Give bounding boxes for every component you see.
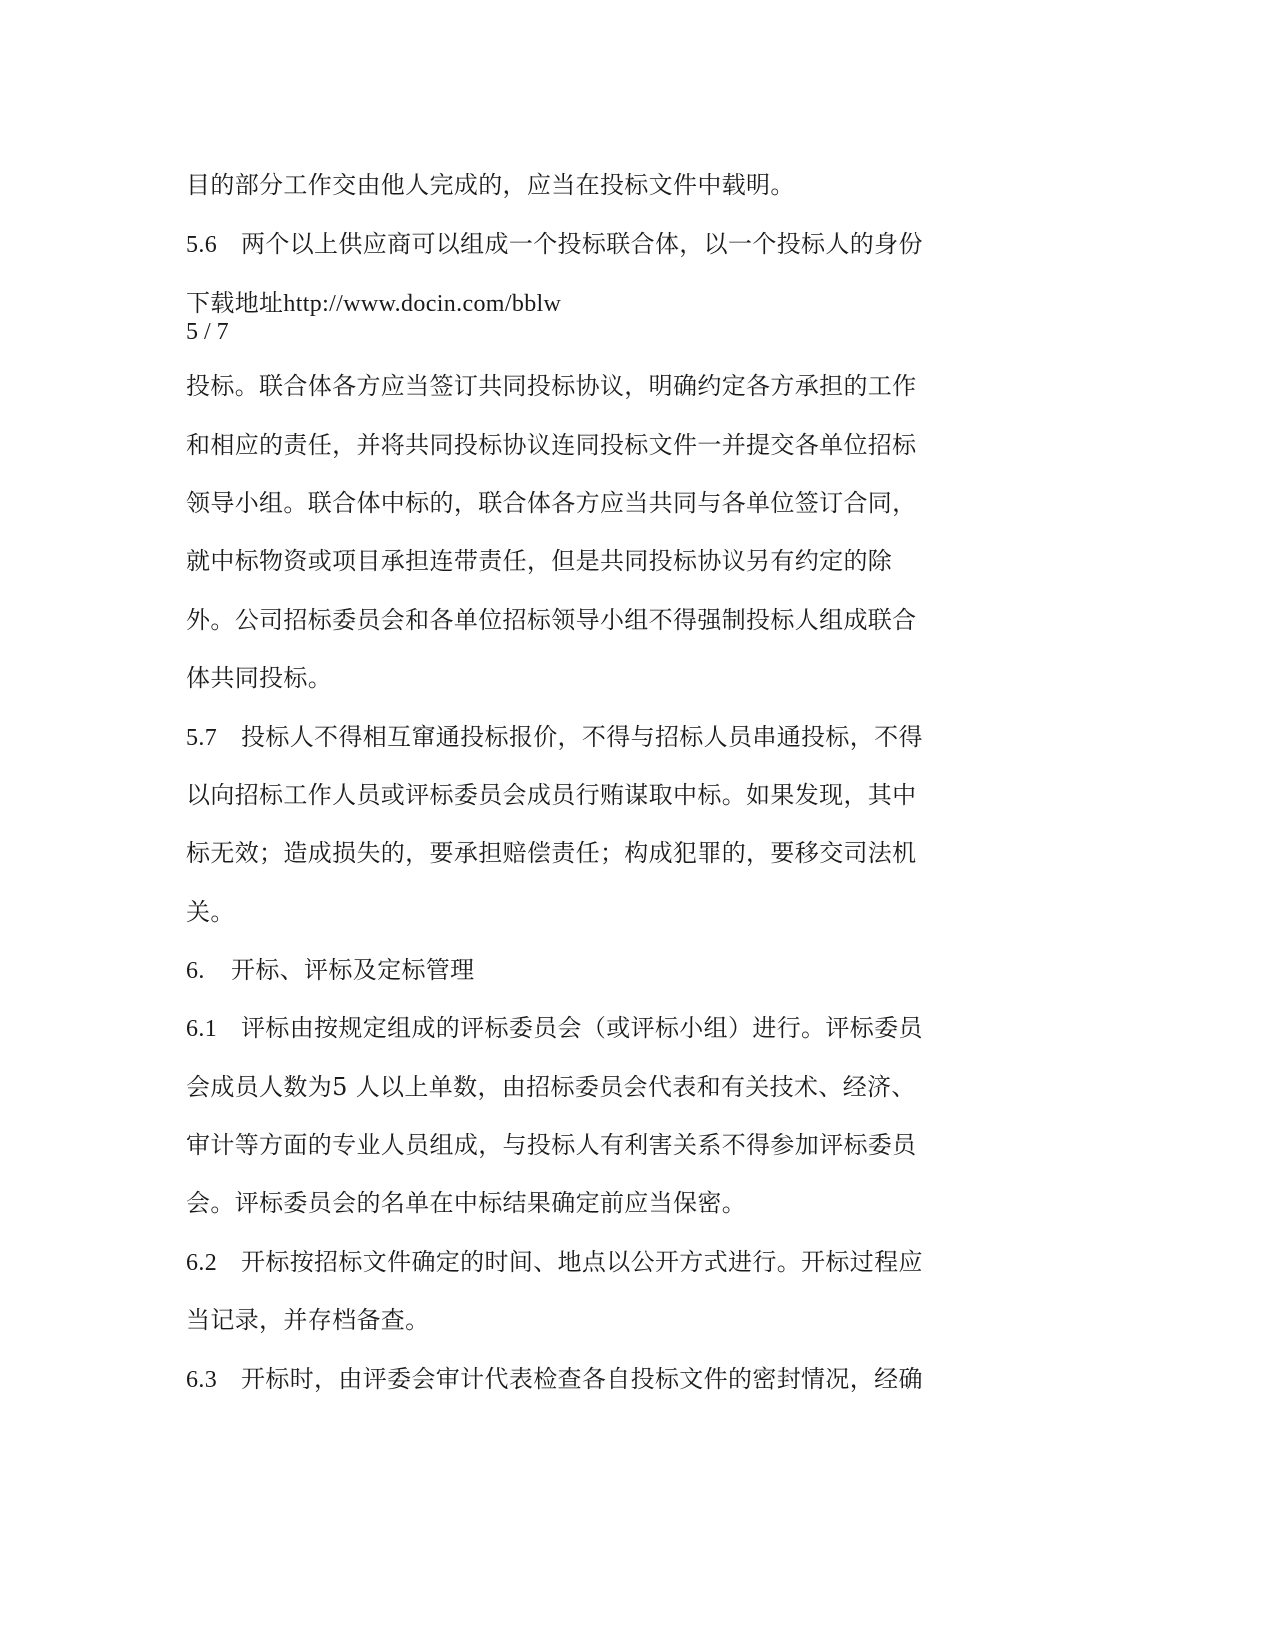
line-text: 开标时，由评委会审计代表检查各自投标文件的密封情况，经确 [241, 1365, 923, 1393]
line-text: 领导小组。联合体中标的，联合体各方应当共同与各单位签订合同， [186, 489, 917, 517]
download-link[interactable]: http://www.docin.com/bblw [283, 291, 562, 317]
line-text: 投标。联合体各方应当签订共同投标协议，明确约定各方承担的工作 [186, 372, 917, 400]
section-5-7-line [186, 722, 923, 753]
heading-text: 开标、评标及定标管理 [231, 956, 475, 984]
paragraph-line [186, 1305, 430, 1335]
paragraph-line [186, 430, 917, 460]
section-6-heading [186, 955, 475, 986]
section-number: 6.2 [186, 1250, 218, 1276]
line-text: 会成员人数为5 人以上单数，由招标委员会代表和有关技术、经济、 [186, 1073, 916, 1101]
line-text: 审计等方面的专业人员组成，与投标人有利害关系不得参加评标委员 [186, 1131, 917, 1159]
paragraph-line [186, 897, 235, 927]
download-label: 下载地址 [186, 289, 284, 317]
paragraph-line [186, 1188, 746, 1218]
paragraph-line [186, 170, 795, 200]
line-text: 和相应的责任，并将共同投标协议连同投标文件一并提交各单位招标 [186, 431, 917, 459]
line-text: 以向招标工作人员或评标委员会成员行贿谋取中标。如果发现，其中 [186, 781, 917, 809]
paragraph-line [186, 546, 892, 576]
section-number: 6.3 [186, 1367, 218, 1393]
line-text: 会。评标委员会的名单在中标结果确定前应当保密。 [186, 1189, 747, 1217]
line-text: 体共同投标。 [186, 664, 333, 692]
section-number: 6. [186, 958, 205, 984]
paragraph-line [186, 1072, 916, 1102]
section-number: 6.1 [186, 1016, 218, 1042]
page-number-text: 5 / 7 [186, 319, 229, 345]
section-number: 5.7 [186, 725, 218, 751]
paragraph-line [186, 663, 332, 693]
line-text: 关。 [186, 898, 235, 926]
section-6-3-line [186, 1364, 923, 1395]
paragraph-line [186, 780, 917, 810]
section-6-2-line [186, 1247, 923, 1278]
section-6-1-line [186, 1013, 923, 1044]
line-text: 外。公司招标委员会和各单位招标领导小组不得强制投标人组成联合 [186, 606, 917, 634]
line-text: 评标由按规定组成的评标委员会（或评标小组）进行。评标委员 [241, 1014, 923, 1042]
paragraph-line [186, 371, 917, 401]
section-number: 5.6 [186, 232, 218, 258]
line-text: 投标人不得相互窜通投标报价，不得与招标人员串通投标，不得 [241, 723, 923, 751]
line-text: 当记录，并存档备查。 [186, 1306, 430, 1334]
paragraph-line [186, 605, 917, 635]
section-5-6-line [186, 229, 923, 260]
page-number [186, 317, 229, 347]
line-text: 标无效；造成损失的，要承担赔偿责任；构成犯罪的，要移交司法机 [186, 839, 917, 867]
line-text: 两个以上供应商可以组成一个投标联合体，以一个投标人的身份 [241, 230, 923, 258]
paragraph-line [186, 838, 917, 868]
paragraph-line [186, 488, 917, 518]
line-text: 目的部分工作交由他人完成的，应当在投标文件中载明。 [186, 171, 795, 199]
line-text: 就中标物资或项目承担连带责任，但是共同投标协议另有约定的除 [186, 547, 893, 575]
line-text: 开标按招标文件确定的时间、地点以公开方式进行。开标过程应 [241, 1248, 923, 1276]
download-line [186, 288, 561, 319]
paragraph-line [186, 1130, 917, 1160]
